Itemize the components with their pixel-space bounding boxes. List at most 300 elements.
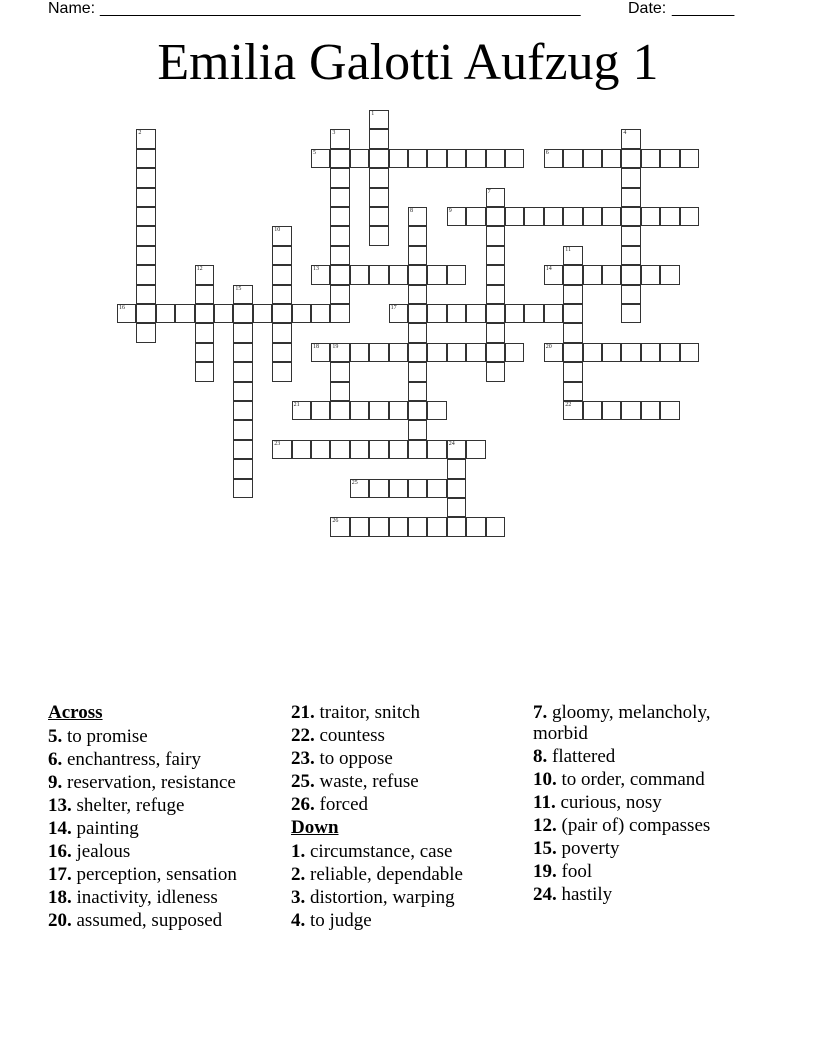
clue-down-item: [533, 884, 753, 905]
grid-cell[interactable]: [369, 129, 388, 148]
grid-cell[interactable]: [369, 110, 388, 129]
clue-across-item: [291, 725, 521, 746]
clue-across-item: [291, 748, 521, 769]
clue-number: 5: [313, 149, 316, 156]
clues-column-2: [291, 702, 521, 933]
grid-cell[interactable]: [660, 401, 679, 420]
clue-number: 19.: [533, 861, 557, 882]
grid-cell[interactable]: [563, 343, 582, 362]
clue-number: 13.: [48, 795, 72, 816]
grid-cell[interactable]: [408, 304, 427, 323]
clue-text: circumstance, case: [305, 841, 453, 862]
grid-cell[interactable]: [505, 304, 524, 323]
clue-number: 22: [565, 402, 572, 408]
clue-text: assumed, supposed: [71, 910, 223, 931]
grid-cell[interactable]: [408, 440, 427, 459]
grid-cell[interactable]: [233, 459, 252, 478]
clue-down-item: [533, 815, 753, 836]
clue-number: 25.: [291, 771, 315, 792]
clue-number: 12.: [533, 815, 557, 836]
grid-cell[interactable]: [292, 440, 311, 459]
grid-cell[interactable]: [408, 517, 427, 536]
clue-number: 8.: [533, 746, 548, 767]
grid-cell[interactable]: [272, 323, 291, 342]
clue-text: reservation, resistance: [62, 772, 236, 793]
grid-cell[interactable]: [641, 265, 660, 284]
grid-cell[interactable]: [486, 304, 505, 323]
grid-cell[interactable]: [641, 401, 660, 420]
clue-text: (pair of) compasses: [556, 815, 711, 836]
grid-cell[interactable]: [505, 343, 524, 362]
grid-cell[interactable]: [330, 168, 349, 187]
grid-cell[interactable]: [621, 304, 640, 323]
grid-cell[interactable]: [660, 343, 679, 362]
grid-cell[interactable]: [330, 362, 349, 381]
clue-number: 1.: [291, 841, 306, 862]
grid-cell[interactable]: [389, 479, 408, 498]
grid-cell[interactable]: [427, 265, 446, 284]
grid-cell[interactable]: [563, 382, 582, 401]
clue-across-item: [48, 864, 278, 885]
grid-cell[interactable]: [233, 420, 252, 439]
grid-cell[interactable]: [563, 323, 582, 342]
grid-cell[interactable]: [621, 149, 640, 168]
grid-cell[interactable]: [272, 440, 291, 459]
grid-cell[interactable]: [602, 207, 621, 226]
clue-number: 2: [138, 130, 142, 137]
grid-cell[interactable]: [680, 149, 699, 168]
clue-number: 7: [487, 188, 491, 195]
grid-cell[interactable]: [330, 401, 349, 420]
grid-cell[interactable]: [466, 149, 485, 168]
clue-text: perception, sensation: [71, 864, 237, 885]
clue-number: 12: [196, 266, 203, 273]
grid-cell[interactable]: [311, 401, 330, 420]
grid-cell[interactable]: [233, 304, 252, 323]
grid-cell[interactable]: [330, 246, 349, 265]
clue-across-item: [48, 795, 278, 816]
grid-cell[interactable]: [272, 304, 291, 323]
grid-cell[interactable]: [117, 304, 136, 323]
clue-across-item: [48, 726, 278, 747]
grid-cell[interactable]: [195, 343, 214, 362]
grid-cell[interactable]: [447, 265, 466, 284]
grid-cell[interactable]: [408, 401, 427, 420]
clue-number: 4: [623, 130, 627, 137]
clue-text: to oppose: [314, 748, 393, 769]
clue-number: 13: [313, 266, 319, 273]
clue-across-item: [291, 794, 521, 815]
name-label: Name:: [48, 0, 96, 17]
grid-cell[interactable]: [621, 265, 640, 284]
across-heading: Across: [48, 702, 103, 723]
clue-number: 20: [545, 343, 552, 350]
grid-cell[interactable]: [563, 149, 582, 168]
grid-cell[interactable]: [330, 440, 349, 459]
clue-number: 11.: [533, 792, 556, 813]
grid-cell[interactable]: [272, 343, 291, 362]
grid-cell[interactable]: [330, 343, 349, 362]
grid-cell[interactable]: [524, 304, 543, 323]
grid-cell[interactable]: [486, 323, 505, 342]
grid-cell[interactable]: [602, 401, 621, 420]
grid-cell[interactable]: [369, 168, 388, 187]
grid-cell[interactable]: [408, 265, 427, 284]
grid-cell[interactable]: [486, 362, 505, 381]
grid-cell[interactable]: [330, 207, 349, 226]
clue-down-item: [533, 702, 753, 744]
grid-cell[interactable]: [175, 304, 194, 323]
clue-text: countess: [314, 725, 385, 746]
clue-number: 18.: [48, 887, 72, 908]
grid-cell[interactable]: [466, 440, 485, 459]
clues-column-1: [48, 702, 278, 933]
grid-cell[interactable]: [350, 517, 369, 536]
grid-cell[interactable]: [427, 440, 446, 459]
grid-cell[interactable]: [544, 343, 563, 362]
grid-cell[interactable]: [408, 226, 427, 245]
grid-cell[interactable]: [389, 440, 408, 459]
grid-cell[interactable]: [486, 226, 505, 245]
grid-cell[interactable]: [641, 343, 660, 362]
clue-text: hastily: [556, 884, 613, 905]
grid-cell[interactable]: [427, 401, 446, 420]
grid-cell[interactable]: [136, 246, 155, 265]
grid-cell[interactable]: [311, 304, 330, 323]
clue-across-item: [291, 702, 521, 723]
grid-cell[interactable]: [136, 129, 155, 148]
grid-cell[interactable]: [369, 226, 388, 245]
name-field[interactable]: ______________________________________________________: [100, 0, 581, 17]
grid-cell[interactable]: [621, 129, 640, 148]
clue-number: 2.: [291, 864, 306, 885]
clue-number: 4.: [291, 910, 306, 931]
clue-text: reliable, dependable: [305, 864, 463, 885]
grid-cell[interactable]: [563, 246, 582, 265]
grid-cell[interactable]: [136, 323, 155, 342]
grid-cell[interactable]: [233, 479, 252, 498]
grid-cell[interactable]: [311, 343, 330, 362]
grid-cell[interactable]: [272, 285, 291, 304]
grid-cell[interactable]: [233, 362, 252, 381]
grid-cell[interactable]: [524, 207, 543, 226]
grid-cell[interactable]: [136, 304, 155, 323]
clue-text: to judge: [305, 910, 372, 931]
grid-cell[interactable]: [195, 265, 214, 284]
grid-cell[interactable]: [505, 207, 524, 226]
clue-text: flattered: [547, 746, 616, 767]
grid-cell[interactable]: [389, 517, 408, 536]
grid-cell[interactable]: [621, 343, 640, 362]
grid-cell[interactable]: [136, 226, 155, 245]
grid-cell[interactable]: [369, 188, 388, 207]
grid-cell[interactable]: [583, 207, 602, 226]
grid-cell[interactable]: [350, 440, 369, 459]
grid-cell[interactable]: [330, 265, 349, 284]
clue-number: 14: [545, 266, 552, 273]
clue-text: inactivity, idleness: [71, 887, 218, 908]
grid-cell[interactable]: [486, 517, 505, 536]
grid-cell[interactable]: [408, 420, 427, 439]
grid-cell[interactable]: [408, 343, 427, 362]
grid-cell[interactable]: [253, 304, 272, 323]
grid-cell[interactable]: [330, 517, 349, 536]
grid-cell[interactable]: [486, 285, 505, 304]
grid-cell[interactable]: [350, 149, 369, 168]
clue-number: 10.: [533, 769, 557, 790]
grid-cell[interactable]: [447, 517, 466, 536]
grid-cell[interactable]: [544, 265, 563, 284]
grid-cell[interactable]: [408, 479, 427, 498]
grid-cell[interactable]: [427, 343, 446, 362]
clue-down-item: [533, 792, 753, 813]
grid-cell[interactable]: [369, 149, 388, 168]
grid-cell[interactable]: [486, 207, 505, 226]
grid-cell[interactable]: [311, 149, 330, 168]
grid-cell[interactable]: [621, 188, 640, 207]
grid-cell[interactable]: [427, 517, 446, 536]
clue-across-item: [48, 818, 278, 839]
clue-number: 9: [448, 208, 452, 214]
grid-cell[interactable]: [486, 188, 505, 207]
clue-text: to order, command: [556, 769, 705, 790]
clue-number: 8: [410, 208, 413, 214]
grid-cell[interactable]: [330, 382, 349, 401]
grid-cell[interactable]: [505, 149, 524, 168]
clue-number: 25: [351, 479, 358, 486]
clue-text: fool: [556, 861, 593, 882]
clue-number: 21.: [291, 702, 315, 723]
grid-cell[interactable]: [292, 401, 311, 420]
clue-number: 17: [390, 305, 397, 311]
grid-cell[interactable]: [583, 149, 602, 168]
grid-cell[interactable]: [408, 323, 427, 342]
clue-number: 14.: [48, 818, 72, 839]
grid-cell[interactable]: [136, 168, 155, 187]
grid-cell[interactable]: [292, 304, 311, 323]
grid-cell[interactable]: [641, 149, 660, 168]
grid-cell[interactable]: [330, 285, 349, 304]
clue-number: 16: [119, 305, 125, 311]
grid-cell[interactable]: [621, 246, 640, 265]
grid-cell[interactable]: [389, 304, 408, 323]
clues-column-3: [533, 702, 753, 907]
grid-cell[interactable]: [602, 343, 621, 362]
grid-cell[interactable]: [427, 149, 446, 168]
grid-cell[interactable]: [330, 129, 349, 148]
grid-cell[interactable]: [330, 188, 349, 207]
grid-cell[interactable]: [369, 440, 388, 459]
grid-cell[interactable]: [195, 323, 214, 342]
clue-text: jealous: [71, 841, 131, 862]
grid-cell[interactable]: [233, 401, 252, 420]
clue-text: painting: [71, 818, 139, 839]
clue-number: 19: [332, 343, 339, 350]
grid-cell[interactable]: [466, 304, 485, 323]
grid-cell[interactable]: [350, 401, 369, 420]
grid-cell[interactable]: [136, 149, 155, 168]
grid-cell[interactable]: [330, 149, 349, 168]
grid-cell[interactable]: [447, 343, 466, 362]
grid-cell[interactable]: [544, 304, 563, 323]
grid-cell[interactable]: [233, 440, 252, 459]
grid-cell[interactable]: [408, 246, 427, 265]
grid-cell[interactable]: [369, 401, 388, 420]
grid-cell[interactable]: [330, 304, 349, 323]
grid-cell[interactable]: [563, 285, 582, 304]
grid-cell[interactable]: [563, 304, 582, 323]
grid-cell[interactable]: [602, 149, 621, 168]
clue-text: waste, refuse: [314, 771, 419, 792]
grid-cell[interactable]: [466, 343, 485, 362]
grid-cell[interactable]: [621, 168, 640, 187]
clue-down-item: [291, 887, 521, 908]
grid-cell[interactable]: [272, 362, 291, 381]
clue-number: 3.: [291, 887, 306, 908]
grid-cell[interactable]: [408, 382, 427, 401]
grid-cell[interactable]: [369, 265, 388, 284]
clue-across-item: [48, 772, 278, 793]
grid-cell[interactable]: [136, 188, 155, 207]
grid-cell[interactable]: [408, 207, 427, 226]
grid-cell[interactable]: [369, 479, 388, 498]
grid-cell[interactable]: [660, 265, 679, 284]
grid-cell[interactable]: [408, 362, 427, 381]
grid-cell[interactable]: [660, 149, 679, 168]
grid-cell[interactable]: [214, 304, 233, 323]
grid-cell[interactable]: [583, 401, 602, 420]
grid-cell[interactable]: [447, 498, 466, 517]
grid-cell[interactable]: [408, 285, 427, 304]
clue-text: gloomy, melancholy, morbid: [533, 702, 711, 744]
date-field[interactable]: _______: [672, 0, 735, 17]
clue-across-item: [48, 910, 278, 931]
grid-cell[interactable]: [602, 265, 621, 284]
grid-cell[interactable]: [427, 304, 446, 323]
clue-number: 6.: [48, 749, 63, 770]
grid-cell[interactable]: [369, 517, 388, 536]
grid-cell[interactable]: [389, 265, 408, 284]
clue-number: 1: [371, 111, 375, 117]
clue-text: to promise: [62, 726, 148, 747]
grid-cell[interactable]: [330, 226, 349, 245]
grid-cell[interactable]: [447, 304, 466, 323]
clue-number: 16.: [48, 841, 72, 862]
grid-cell[interactable]: [427, 479, 446, 498]
grid-cell[interactable]: [350, 479, 369, 498]
clue-text: traitor, snitch: [314, 702, 421, 723]
grid-cell[interactable]: [621, 401, 640, 420]
date-label: Date:: [628, 0, 667, 17]
grid-cell[interactable]: [563, 401, 582, 420]
grid-cell[interactable]: [311, 265, 330, 284]
clue-number: 21: [293, 402, 300, 408]
grid-cell[interactable]: [466, 517, 485, 536]
grid-cell[interactable]: [369, 343, 388, 362]
grid-cell[interactable]: [272, 246, 291, 265]
grid-cell[interactable]: [544, 149, 563, 168]
grid-cell[interactable]: [233, 343, 252, 362]
grid-cell[interactable]: [447, 149, 466, 168]
grid-cell[interactable]: [389, 149, 408, 168]
grid-cell[interactable]: [466, 207, 485, 226]
grid-cell[interactable]: [544, 207, 563, 226]
grid-cell[interactable]: [195, 362, 214, 381]
page-title: Emilia Galotti Aufzug 1: [157, 34, 659, 91]
grid-cell[interactable]: [486, 149, 505, 168]
grid-cell[interactable]: [272, 265, 291, 284]
clue-number: 10: [274, 227, 281, 234]
grid-cell[interactable]: [233, 323, 252, 342]
clue-number: 7.: [533, 702, 548, 723]
grid-cell[interactable]: [136, 285, 155, 304]
clue-down-item: [291, 864, 521, 885]
clue-number: 17.: [48, 864, 72, 885]
grid-cell[interactable]: [233, 382, 252, 401]
grid-cell[interactable]: [641, 207, 660, 226]
clue-number: 11: [565, 246, 571, 253]
grid-cell[interactable]: [486, 265, 505, 284]
clue-number: 23.: [291, 748, 315, 769]
grid-cell[interactable]: [156, 304, 175, 323]
clue-number: 23: [274, 440, 281, 447]
grid-cell[interactable]: [195, 304, 214, 323]
grid-cell[interactable]: [389, 401, 408, 420]
grid-cell[interactable]: [621, 207, 640, 226]
grid-cell[interactable]: [233, 285, 252, 304]
grid-cell[interactable]: [486, 246, 505, 265]
grid-cell[interactable]: [350, 343, 369, 362]
grid-cell[interactable]: [272, 226, 291, 245]
grid-cell[interactable]: [136, 265, 155, 284]
grid-cell[interactable]: [680, 343, 699, 362]
clue-down-item: [533, 861, 753, 882]
grid-cell[interactable]: [447, 207, 466, 226]
grid-cell[interactable]: [563, 207, 582, 226]
clue-number: 20.: [48, 910, 72, 931]
grid-cell[interactable]: [447, 440, 466, 459]
grid-cell[interactable]: [136, 207, 155, 226]
grid-cell[interactable]: [447, 459, 466, 478]
clue-down-item: [533, 746, 753, 767]
clue-number: 9.: [48, 772, 63, 793]
grid-cell[interactable]: [486, 343, 505, 362]
grid-cell[interactable]: [583, 343, 602, 362]
grid-cell[interactable]: [389, 343, 408, 362]
grid-cell[interactable]: [583, 265, 602, 284]
clue-across-item: [48, 749, 278, 770]
grid-cell[interactable]: [563, 265, 582, 284]
grid-cell[interactable]: [369, 207, 388, 226]
clue-across-item: [48, 841, 278, 862]
clue-across-item: [291, 771, 521, 792]
grid-cell[interactable]: [195, 285, 214, 304]
clue-number: 6: [545, 149, 549, 156]
grid-cell[interactable]: [680, 207, 699, 226]
grid-cell[interactable]: [660, 207, 679, 226]
clue-text: distortion, warping: [305, 887, 455, 908]
grid-cell[interactable]: [621, 285, 640, 304]
grid-cell[interactable]: [563, 362, 582, 381]
grid-cell[interactable]: [447, 479, 466, 498]
clue-number: 22.: [291, 725, 315, 746]
clue-text: shelter, refuge: [71, 795, 185, 816]
clue-number: 24: [448, 440, 455, 447]
grid-cell[interactable]: [621, 226, 640, 245]
grid-cell[interactable]: [311, 440, 330, 459]
grid-cell[interactable]: [408, 149, 427, 168]
grid-cell[interactable]: [350, 265, 369, 284]
